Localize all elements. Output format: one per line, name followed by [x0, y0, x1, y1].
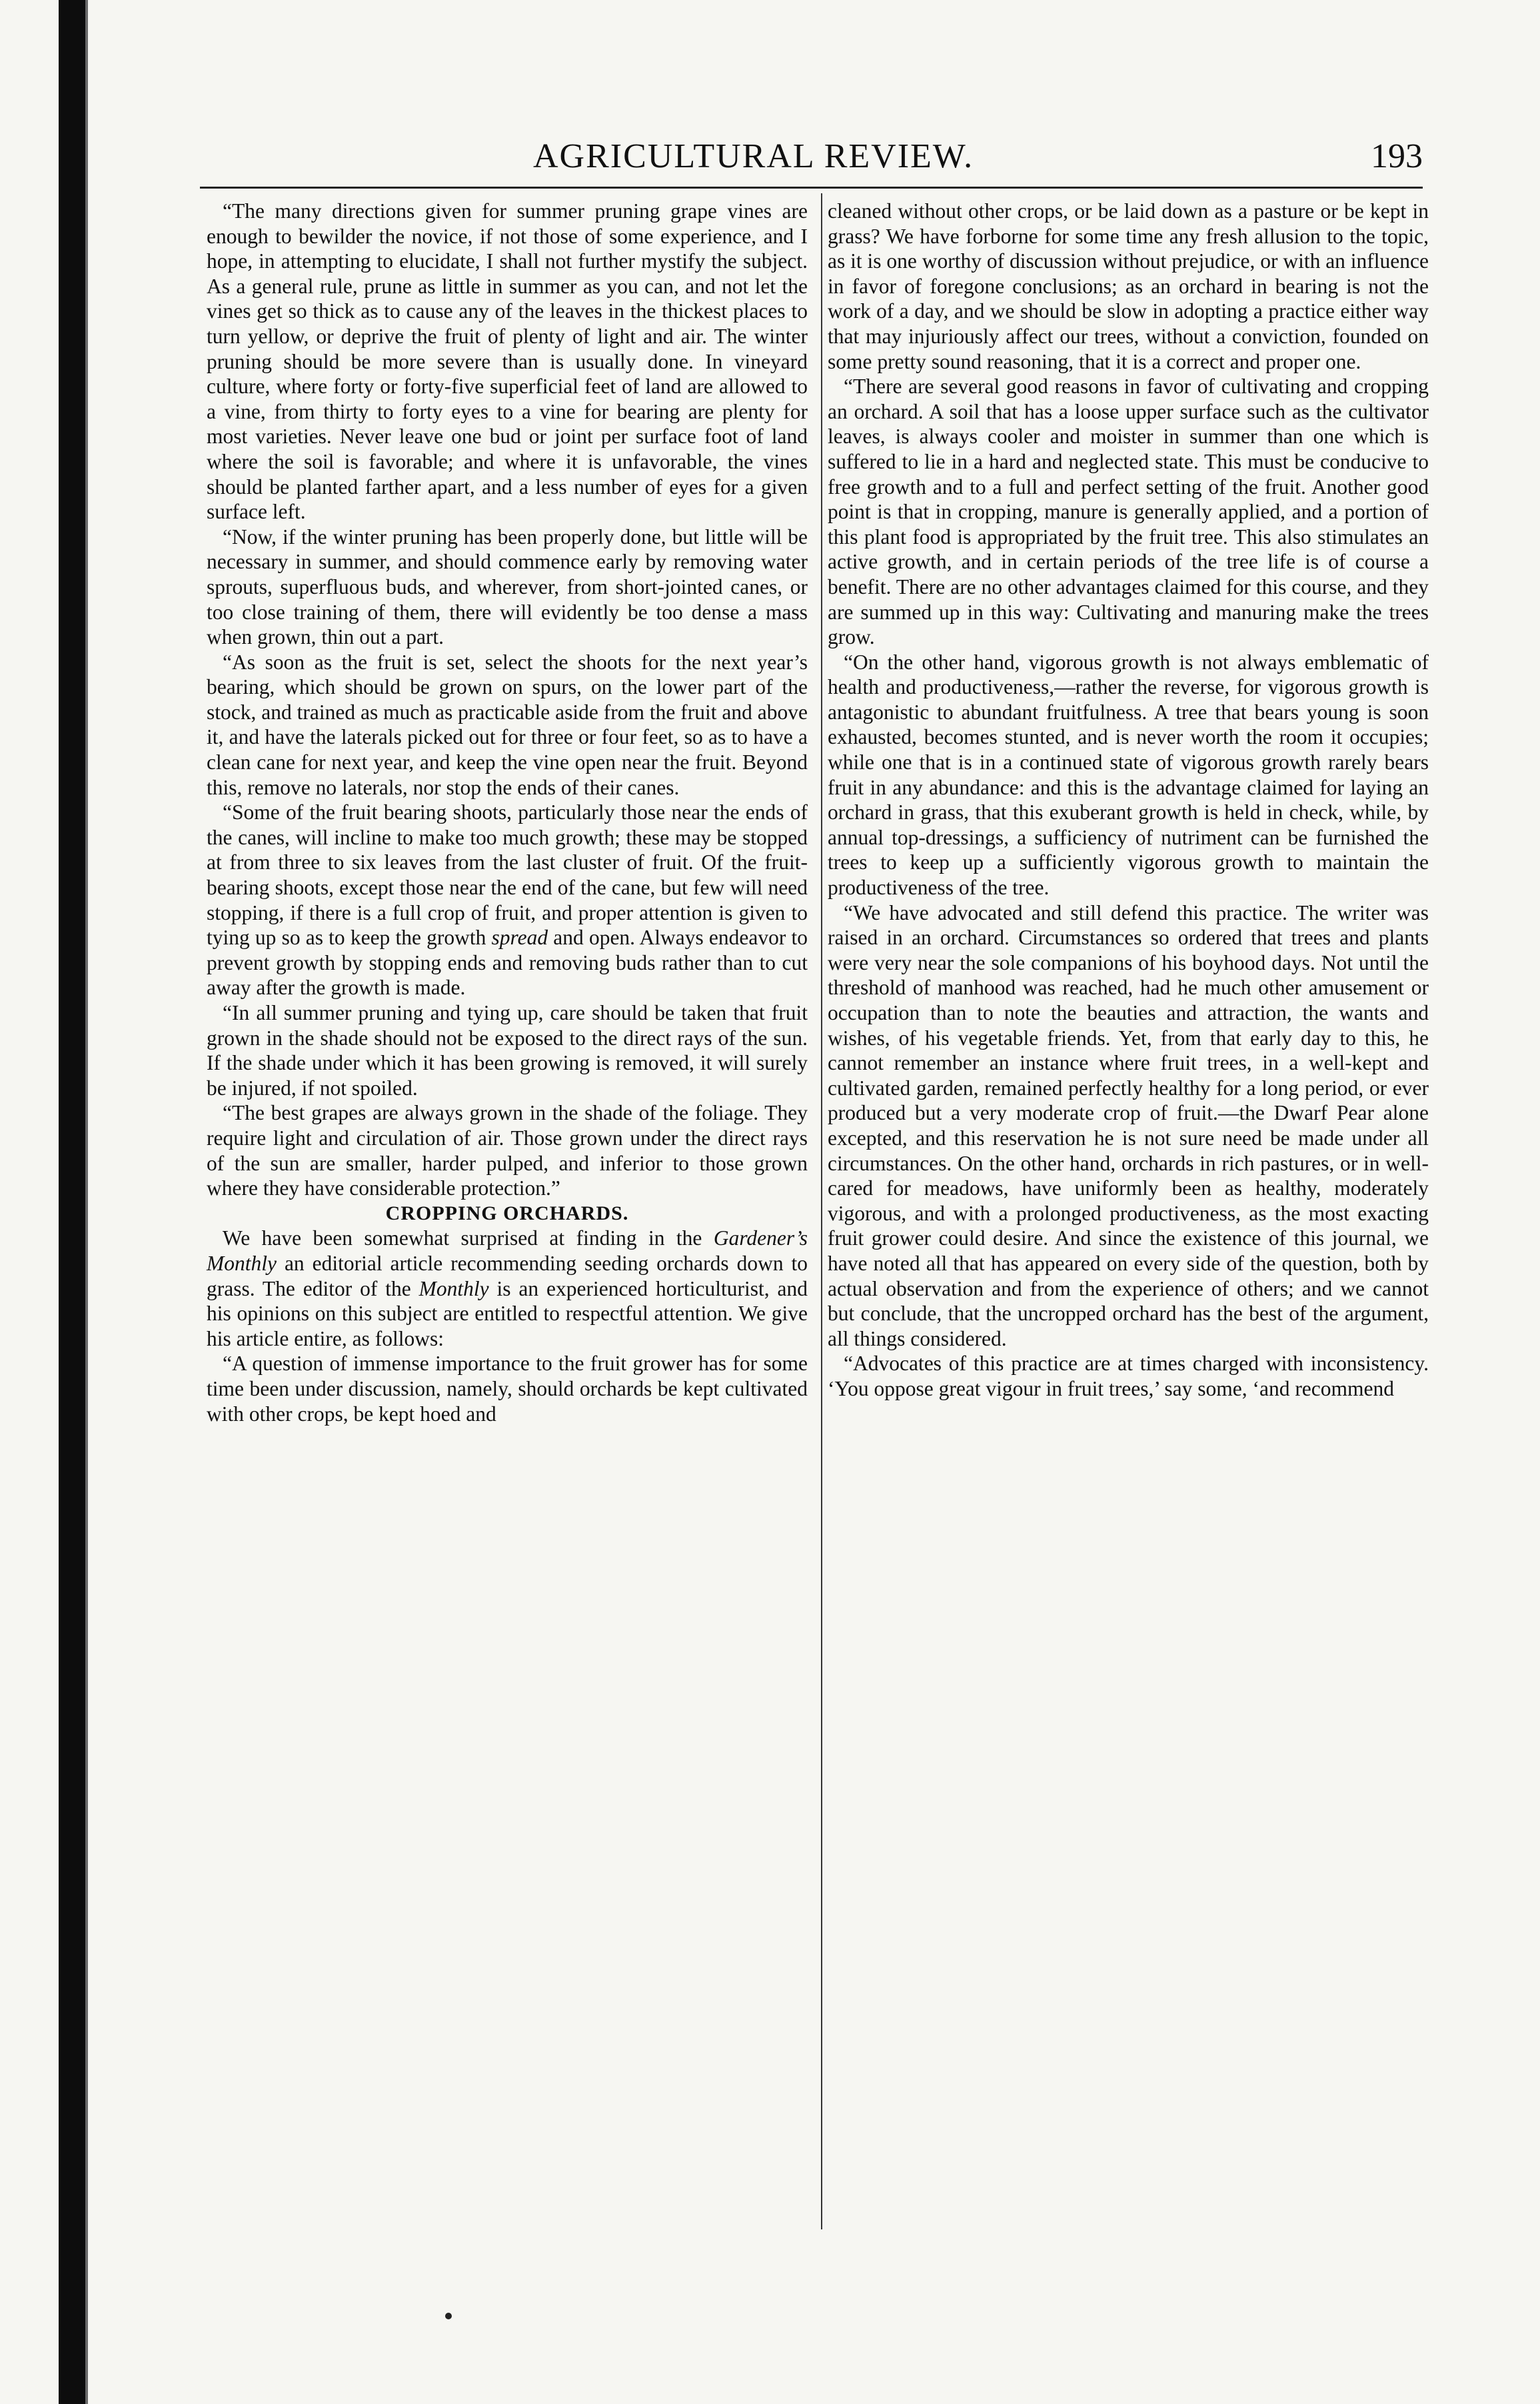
right-column — [828, 199, 1429, 1402]
paragraph: “We have advocated and still defend this practice. The writer was raised in an orchard. Circumstances so ordered that trees and plants were very near the sole companions of his boyhood days. Not until the threshold of manhood was reached, had he much other amusement or occupation than to note the beauties and attraction, the wants and wishes, of his vegetable friends. Yet, from that early day to this, he cannot remember an instance where fruit trees, in a well-kept and cultivated garden, remained perfectly healthy for a long period, or ever produced but a very moderate crop of fruit.—the Dwarf Pear alone excepted, and this reservation he is not sure need be made under all circumstances. On the other hand, orchards in rich pastures, or in well-cared for meadows, have uniformly been as healthy, moderately vigorous, and with a prolonged productiveness, as the most exacting fruit grower could desire. And since the existence of this journal, we have noted all that has appeared on every side of the question, both by actual observation and from the experience of others; and we cannot but conclude, that the uncropped orchard has the best of the argument, all things considered. — [828, 900, 1429, 1350]
binding-edge — [85, 0, 88, 2404]
paragraph: “Advocates of this practice are at times charged with inconsistency. ‘You oppose great vigour in fruit trees,’ say some, ‘and recommend — [828, 1352, 1429, 1400]
ink-dot — [445, 2313, 452, 2319]
paragraph: “The many directions given for summer pruning grape vines are enough to bewilder the novice, if not those of some experience, and I hope, in attempting to elucidate, I shall not further mystify the subject. As a general rule, prune as little in summer as you can, and not let the vines get so thick as to cause any of the leaves in the thickest places to turn yellow, or deprive the fruit of plenty of light and air. The winter pruning should be more severe than is usually done. In vineyard culture, where forty or forty-five superficial feet of land are allowed to a vine, from thirty to forty eyes to a vine for bearing are plenty for most varieties. Never leave one bud or joint per surface foot of land where the soil is favorable; and where it is unfavorable, the vines should be planted farther apart, and a less number of eyes for a given surface left. — [207, 199, 808, 524]
left-column — [207, 199, 808, 1426]
column-divider — [821, 193, 822, 2229]
italic-word: spread — [491, 926, 548, 950]
paragraph: “The best grapes are always grown in the shade of the foliage. They require light and circulation of air. Those grown under the direct rays of the sun are smaller, harder pulped, and inferior to those grown where they have considerable protection.” — [207, 1101, 808, 1200]
paragraph: “In all summer pruning and tying up, care should be taken that fruit grown in the shade should not be exposed to the direct rays of the sun. If the shade under which it has been growing is removed, it will surely be injured, if not spoiled. — [207, 1001, 808, 1100]
paragraph: “A question of immense importance to the fruit grower has for some time been under discussion, namely, should orchards be kept cultivated with other crops, be kept hoed and — [207, 1352, 808, 1426]
italic-title: Monthly — [418, 1276, 489, 1300]
paragraph: “As soon as the fruit is set, select the shoots for the next year’s bearing, which should be grown on spurs, on the lower part of the stock, and trained as much as practicable aside from the fruit and above it, and have the laterals picked out for three or four feet, so as to have a clean cane for next year, and keep the vine open near the fruit. Beyond this, remove no laterals, nor stop the ends of their canes. — [207, 650, 808, 799]
paragraph: “Now, if the winter pruning has been properly done, but little will be necessary in summer, and should commence early by removing water sprouts, superfluous buds, and wherever, from short-jointed canes, or too close training of them, there will evidently be too dense a mass when grown, thin out a part. — [207, 525, 808, 649]
text-segment: and open. Always endeavor to prevent growth by stopping ends and removing buds rather than to cut away after the growth is made. — [207, 926, 808, 1000]
paragraph: cleaned without other crops, or be laid down as a pasture or be kept in grass? We have forborne for some time any fresh allusion to the topic, as it is one worthy of discussion without prejudice, or with an influence in favor of foregone conclusions; as an orchard in bearing is not the work of a day, and we should be slow in adopting a practice either way that may injuriously affect our trees, without a conviction, founded on some pretty sound reasoning, that it is a correct and proper one. — [828, 199, 1429, 373]
paragraph — [207, 1226, 808, 1351]
page-number: 193 — [1371, 137, 1423, 175]
paragraph: “On the other hand, vigorous growth is not always emblematic of health and productiveness,—rather the reverse, for vigorous growth is antagonistic to abundant fruitfulness. A tree that bears young is soon exhausted, becomes stunted, and is never worth the room it occupies; while one that is in a continued state of vigorous growth rarely bears fruit in any abundance: and this is the advantage claimed for laying an orchard in grass, that this exuberant growth is held in check, while, by annual top-dressings, a sufficiency of nutriment can be furnished the trees to keep up a sufficiently vigorous growth to maintain the productiveness of the tree. — [828, 650, 1429, 900]
text-segment: We have been somewhat surprised at finding in the — [223, 1226, 702, 1250]
page-header — [200, 137, 1423, 183]
header-rule — [200, 187, 1423, 189]
text-segment: “Some of the fruit bearing shoots, particularly those near the ends of the canes, will incline to make too much growth; these may be stopped at from three to six leaves from the last cluster of fruit. Of the fruit-bearing shoots, except those near the end of the cane, but few will need stopping, if there is a full crop of fruit, and proper attention is given to tying up so as to keep the growth — [207, 800, 808, 950]
paragraph — [207, 800, 808, 1000]
paragraph: “There are several good reasons in favor of cultivating and cropping an orchard. A soil that has a loose upper surface such as the cultivator leaves, is always cooler and moister in summer than one which is suffered to lie in a hard and neglected state. This must be conducive to free growth and to a full and perfect setting of the fruit. Another good point is that in cropping, manure is generally applied, and a portion of this plant food is appropriated by the fruit tree. This also stimulates an active growth, and in certain periods of the tree life is of course a benefit. There are no other advantages claimed for this course, and they are summed up in this way: Cultivating and manuring make the trees grow. — [828, 375, 1429, 649]
running-title: AGRICULTURAL REVIEW. — [533, 137, 974, 175]
text-segment: is an experienced horticulturist, and his opinions on this subject are entitled to respectful attention. We give his article entire, as follows: — [207, 1276, 808, 1350]
section-heading: CROPPING ORCHARDS. — [385, 1202, 629, 1224]
binding-spine — [59, 0, 85, 2404]
text-segment: an editorial article recommending seeding orchards down to grass. The editor of the — [207, 1251, 808, 1300]
italic-title: Gardener’s Monthly — [207, 1226, 808, 1275]
